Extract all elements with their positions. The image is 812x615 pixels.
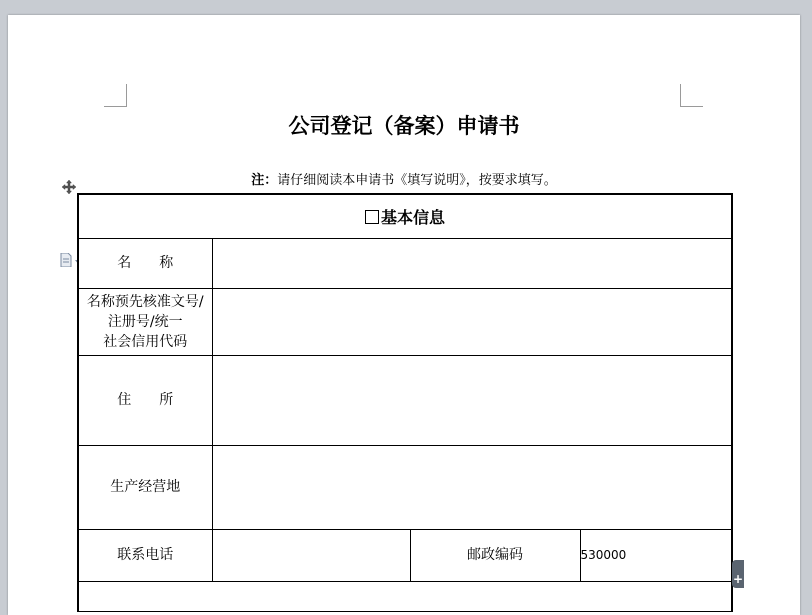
table-row bbox=[78, 445, 732, 529]
registration-label-line: 名称预先核准文号/ bbox=[86, 293, 204, 310]
section-title: 基本信息 bbox=[381, 207, 446, 227]
note-prefix: 注： bbox=[251, 173, 278, 188]
document-title: 公司登记（备案）申请书 bbox=[288, 113, 520, 138]
section-checkbox[interactable] bbox=[365, 210, 379, 224]
registration-form-table bbox=[77, 193, 733, 612]
table-row bbox=[78, 529, 732, 581]
registration-label-line: 注册号/统一 bbox=[107, 313, 183, 330]
table-row bbox=[78, 355, 732, 445]
margin-corner-top-left bbox=[104, 84, 127, 107]
registration-label-line: 社会信用代码 bbox=[103, 333, 188, 350]
next-row-cell[interactable] bbox=[78, 581, 732, 611]
address-field[interactable] bbox=[212, 355, 732, 445]
company-name-field[interactable] bbox=[212, 238, 732, 288]
phone-field[interactable] bbox=[212, 529, 410, 581]
margin-corner-top-right bbox=[680, 84, 703, 107]
section-header-cell bbox=[78, 194, 732, 238]
document-page bbox=[8, 15, 800, 615]
table-row bbox=[78, 288, 732, 355]
postcode-label: 邮政编码 bbox=[410, 529, 580, 581]
table-row bbox=[78, 238, 732, 288]
table-row bbox=[78, 581, 732, 611]
business-site-field[interactable] bbox=[212, 445, 732, 529]
table-move-handle-icon[interactable] bbox=[61, 179, 77, 195]
fill-instruction-note bbox=[8, 169, 800, 188]
section-header-row bbox=[78, 194, 732, 238]
postcode-field[interactable]: 530000 bbox=[580, 529, 732, 581]
company-name-label: 名 称 bbox=[78, 238, 212, 288]
registration-number-label bbox=[78, 288, 212, 355]
business-site-label: 生产经营地 bbox=[78, 445, 212, 529]
address-label: 住 所 bbox=[78, 355, 212, 445]
add-row-icon[interactable]: + bbox=[732, 560, 744, 588]
registration-number-field[interactable] bbox=[212, 288, 732, 355]
phone-label: 联系电话 bbox=[78, 529, 212, 581]
note-text: 请仔细阅读本申请书《填写说明》，按要求填写。 bbox=[277, 173, 557, 188]
